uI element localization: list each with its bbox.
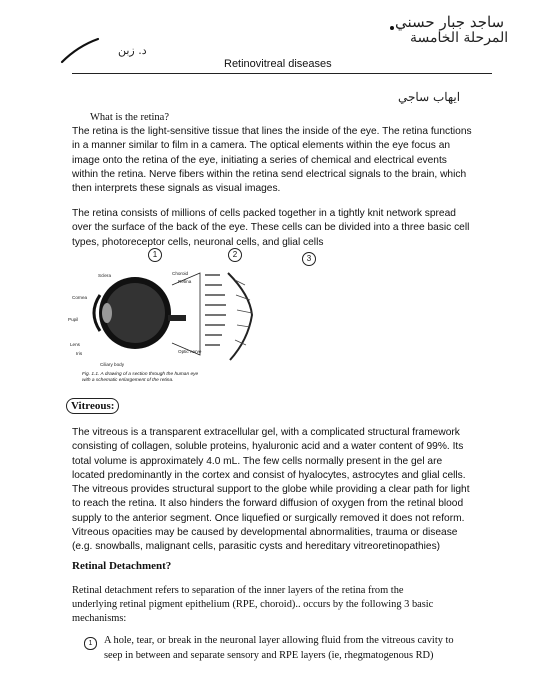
- text-line: The vitreous provides structural support to the globe while providing a clear path for light: [72, 484, 470, 496]
- text-line: total volume is approximately 4.0 mL. The few cells normally present in the gel are: [72, 455, 443, 467]
- vitreous-heading: Vitreous:: [66, 398, 119, 414]
- label-sclera: Sclera: [98, 273, 112, 278]
- label-cornea: Cornea: [72, 295, 88, 300]
- label-optic-nerve: Optic nerve: [178, 349, 202, 354]
- detachment-heading: Retinal Detachment?: [72, 560, 172, 572]
- text-line: A hole, tear, or break in the neuronal layer allowing fluid from the vitreous cavity to: [104, 635, 454, 646]
- mechanism-item-1: [104, 634, 454, 663]
- label-iris: Iris: [76, 351, 83, 356]
- caption-line: Fig. 1.1. A drawing of a section through the human eye: [82, 372, 199, 377]
- handwritten-side-note: ايهاب ساجي: [398, 90, 461, 104]
- text-line: over the surface of the back of the eye. These cells can be divided into a three basic cell: [72, 222, 470, 234]
- question-heading: What is the retina?: [90, 112, 170, 123]
- text-line: The vitreous is a transparent extracellular gel, with a complicated structural framework: [72, 427, 460, 438]
- text-line: to reach the retina. It also hinders the forward diffusion of oxygen from the retinal blood: [72, 498, 464, 510]
- text-line: then interprets these signals as visual images.: [72, 183, 281, 195]
- text-line: consisting of collagen, soluble proteins, hyaluronic acid and a water content of 99%. Its: [72, 441, 464, 453]
- retina-paragraph-2: [72, 207, 469, 250]
- text-line: The retina consists of millions of cells packed together in a tightly knit network spread: [72, 208, 456, 219]
- text-line: underlying retinal pigment epithelium (RPE, choroid).. occurs by the following 3 basic: [72, 599, 434, 611]
- figure-caption: [82, 372, 198, 384]
- handwritten-title-note: د. زبن: [118, 44, 147, 57]
- label-lens: Lens: [70, 342, 80, 347]
- text-line: mechanisms:: [72, 613, 127, 625]
- vitreous-body: [105, 283, 165, 343]
- eye-diagram: [68, 265, 280, 370]
- title-rule: [72, 73, 492, 74]
- text-line: seep in between and separate sensory and RPE layers (ie, rhegmatogenous RD): [104, 649, 434, 661]
- retina-paragraph-1: [72, 125, 472, 196]
- label-retina: Retina: [178, 279, 192, 284]
- text-line: Vitreous opacities may be caused by developmental abnormalities, trauma or disease: [72, 527, 458, 539]
- text-line: (e.g. snowballs, malignant cells, parasitic cysts and hereditary vitreoretinopathies): [72, 541, 441, 553]
- circled-number-1: 1: [148, 248, 162, 262]
- vitreous-paragraph: [72, 426, 470, 555]
- text-line: Retinal detachment refers to separation of the inner layers of the retina from the: [72, 585, 404, 596]
- text-line: types, photoreceptor cells, neuronal cells, and glial cells: [72, 236, 324, 248]
- label-pupil: Pupil: [68, 317, 79, 322]
- optic-nerve-shape: [168, 315, 186, 321]
- pen-stroke-mark: [60, 36, 100, 66]
- caption-line: with a schematic enlargement of the retina.: [82, 378, 174, 383]
- label-ciliary-body: Ciliary body: [100, 362, 124, 367]
- retina-enlargement: [205, 273, 252, 360]
- enlargement-lines: [172, 273, 200, 355]
- label-choroid: Choroid: [172, 271, 189, 276]
- lens-shape: [102, 303, 112, 323]
- text-line: image onto the retina of the eye, initiating a series of chemical and electrical events: [72, 154, 447, 166]
- text-line: within the retina. Nerve fibers within the retina send electrical signals to the brain, which: [72, 168, 467, 180]
- circled-marker-1: 1: [84, 637, 97, 650]
- detachment-paragraph: [72, 584, 433, 627]
- circled-number-3: 3: [302, 252, 316, 266]
- text-line: supply to the anterior segment. Once liquefied or surgically removed it does not reform.: [72, 512, 465, 524]
- circled-number-2: 2: [228, 248, 242, 262]
- text-line: The retina is the light-sensitive tissue that lines the inside of the eye. The retina functions: [72, 126, 472, 137]
- page-title: Retinovitreal diseases: [224, 58, 332, 70]
- text-line: located predominantly in the cortex and consist of hyalocytes, astrocytes and glial cells.: [72, 469, 466, 481]
- handwritten-stage: المرحلة الخامسة: [410, 30, 509, 46]
- handwritten-student-name: ساجد جبار حسني: [395, 13, 505, 31]
- text-line: in a manner similar to film in a camera. The optical elements within the eye focus an: [72, 140, 451, 152]
- handwritten-dot: [390, 26, 394, 30]
